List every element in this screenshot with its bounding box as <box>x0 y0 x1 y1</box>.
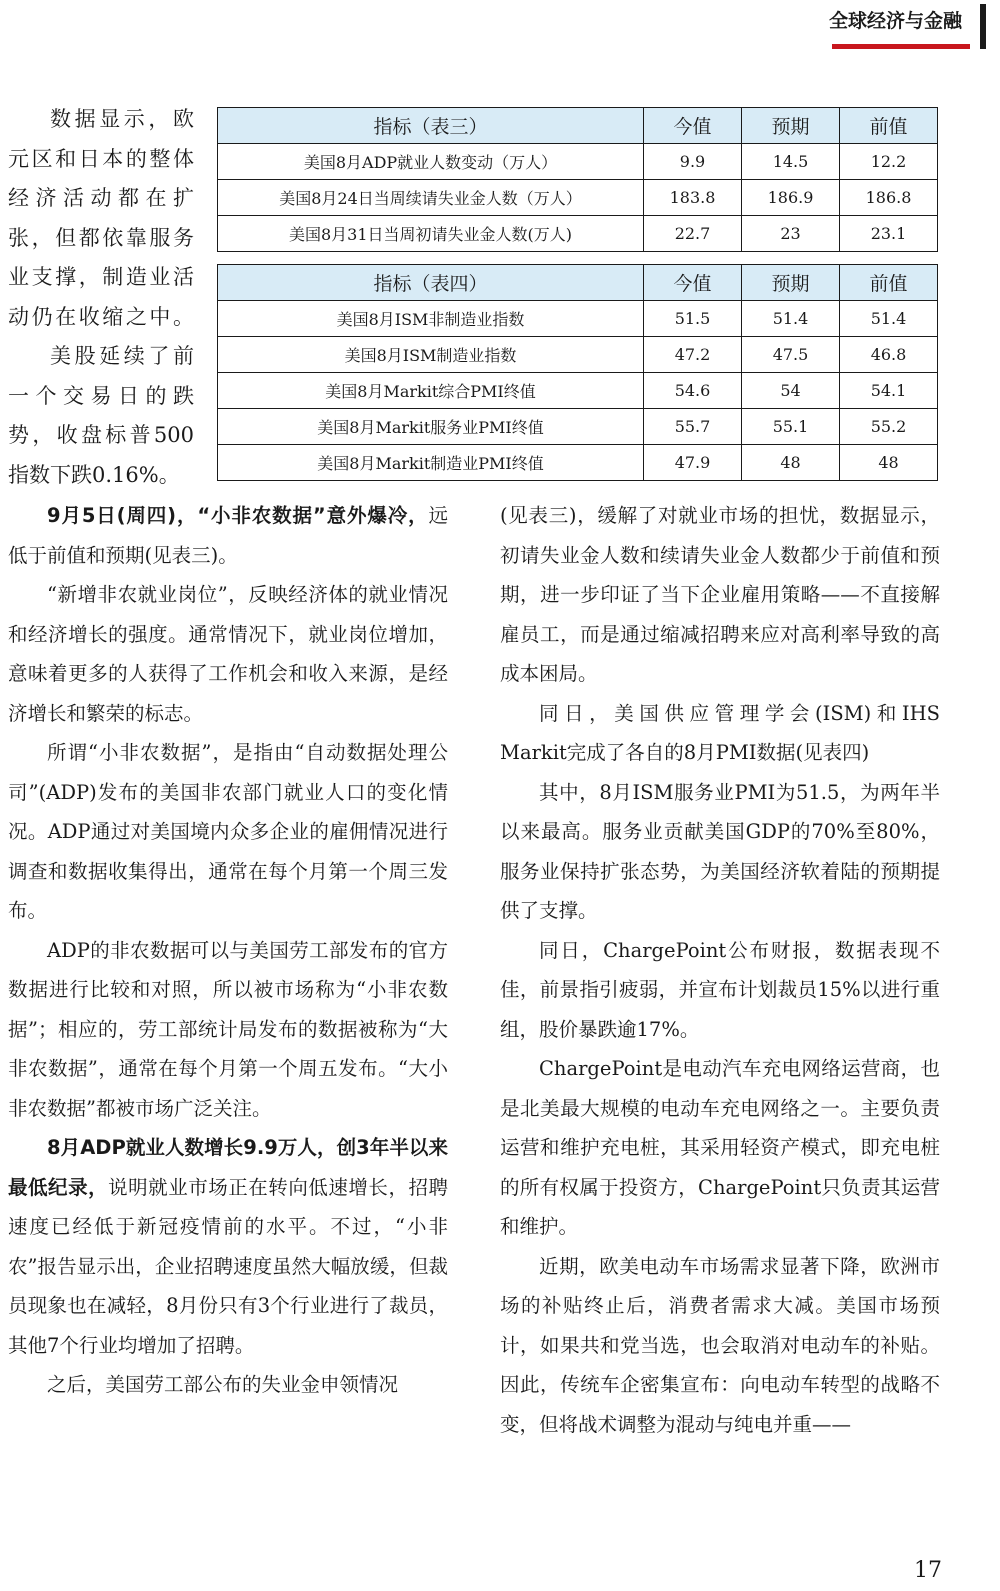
article-paragraph <box>8 496 448 575</box>
table-cell: 54 <box>742 373 840 409</box>
article-paragraph: 同日，美国供应管理学会(ISM)和IHS Markit完成了各自的8月PMI数据(见表四) <box>500 701 940 764</box>
table-header-cell: 今值 <box>644 108 742 144</box>
table-header-row <box>218 265 938 301</box>
table-cell: 美国8月ISM制造业指数 <box>218 337 644 373</box>
article-paragraph: (见表三)，缓解了对就业市场的担忧，数据显示，初请失业金人数和续请失业金人数都少于前值和预期，进一步印证了当下企业雇用策略——不直接解雇员工，而是通过缩减招聘来应对高利率导致的高成本困局。 <box>500 504 940 685</box>
article-paragraph: 其中，8月ISM服务业PMI为51.5，为两年半以来最高。服务业贡献美国GDP的70%至80%，服务业保持扩张态势，为美国经济软着陆的预期提供了支撑。 <box>500 780 940 922</box>
table-cell: 美国8月31日当周初请失业金人数(万人) <box>218 216 644 252</box>
table-cell: 186.9 <box>742 180 840 216</box>
table-cell: 美国8月Markit制造业PMI终值 <box>218 445 644 481</box>
table-cell: 183.8 <box>644 180 742 216</box>
table-row <box>218 445 938 481</box>
table-cell: 14.5 <box>742 144 840 180</box>
article-paragraph: ChargePoint是电动汽车充电网络运营商，也是北美最大规模的电动车充电网络之一。主要负责运营和维护充电桩，其采用轻资产模式，即充电桩的所有权属于投资方，ChargePoint只负责其运营和维护。 <box>500 1057 940 1238</box>
right-column <box>500 496 940 1444</box>
table-header-cell: 预期 <box>742 265 840 301</box>
table-cell: 47.2 <box>644 337 742 373</box>
table-cell: 23.1 <box>840 216 938 252</box>
indicator-table-4 <box>217 264 938 481</box>
table-cell: 9.9 <box>644 144 742 180</box>
header-red-rule <box>832 44 970 49</box>
bold-lead: 8月ADP就业人数增长9.9万人，创3年半以来最低纪录， <box>8 1136 448 1199</box>
table-header-row <box>218 108 938 144</box>
table-header-cell: 今值 <box>644 265 742 301</box>
table-row <box>218 301 938 337</box>
intro-paragraph: 数据显示，欧元区和日本的整体经济活动都在扩张，但都依靠服务业支撑，制造业活动仍在收缩之中。 <box>8 107 194 329</box>
table-row <box>218 216 938 252</box>
table-cell: 51.5 <box>644 301 742 337</box>
table-header-cell: 前值 <box>840 108 938 144</box>
article-paragraph: “新增非农就业岗位”，反映经济体的就业情况和经济增长的强度。通常情况下，就业岗位增加，意味着更多的人获得了工作机会和收入来源，是经济增长和繁荣的标志。 <box>8 583 448 725</box>
table-cell: 48 <box>840 445 938 481</box>
table-cell: 美国8月Markit服务业PMI终值 <box>218 409 644 445</box>
section-title: 全球经济与金融 <box>828 10 962 32</box>
table-cell: 47.9 <box>644 445 742 481</box>
table-row <box>218 180 938 216</box>
table-cell: 12.2 <box>840 144 938 180</box>
article-paragraph: 近期，欧美电动车市场需求显著下降，欧洲市场的补贴终止后，消费者需求大减。美国市场预计，如果共和党当选，也会取消对电动车的补贴。因此，传统车企密集宣布：向电动车转型的战略不变，但将战术调整为混动与纯电并重—— <box>500 1254 940 1436</box>
bold-lead: 9月5日(周四)，“小非农数据”意外爆冷， <box>47 504 429 527</box>
table-cell: 47.5 <box>742 337 840 373</box>
intro-text <box>8 100 194 495</box>
table-header-cell: 前值 <box>840 265 938 301</box>
table-cell: 23 <box>742 216 840 252</box>
table-header-cell: 指标（表三） <box>218 108 644 144</box>
table-cell: 美国8月24日当周续请失业金人数（万人） <box>218 180 644 216</box>
article-paragraph <box>8 1128 448 1365</box>
table-cell: 51.4 <box>742 301 840 337</box>
table-cell: 55.7 <box>644 409 742 445</box>
article-paragraph: 所谓“小非农数据”，是指由“自动数据处理公司”(ADP)发布的美国非农部门就业人口的变化情况。ADP通过对美国境内众多企业的雇佣情况进行调查和数据收集得出，通常在每个月第一个周三发布。 <box>8 741 448 922</box>
table-cell: 美国8月Markit综合PMI终值 <box>218 373 644 409</box>
table-header-cell: 指标（表四） <box>218 265 644 301</box>
table-cell: 54.6 <box>644 373 742 409</box>
table-cell: 55.1 <box>742 409 840 445</box>
table-cell: 46.8 <box>840 337 938 373</box>
table-cell: 186.8 <box>840 180 938 216</box>
table-cell: 55.2 <box>840 409 938 445</box>
table-row <box>218 337 938 373</box>
table-cell: 54.1 <box>840 373 938 409</box>
left-column <box>8 496 448 1405</box>
article-paragraph: ADP的非农数据可以与美国劳工部发布的官方数据进行比较和对照，所以被市场称为“小非农数据”；相应的，劳工部统计局发布的数据被称为“大非农数据”，通常在每个月第一个周五发布。“大小非农数据”都被市场广泛关注。 <box>8 938 448 1120</box>
page-number: 17 <box>914 1558 942 1583</box>
article-paragraph: 同日，ChargePoint公布财报，数据表现不佳，前景指引疲弱，并宣布计划裁员15%以进行重组，股价暴跌逾17%。 <box>500 938 940 1041</box>
table-cell: 51.4 <box>840 301 938 337</box>
table-cell: 48 <box>742 445 840 481</box>
table-cell: 美国8月ADP就业人数变动（万人） <box>218 144 644 180</box>
article-paragraph: 之后，美国劳工部公布的失业金申领情况 <box>47 1373 399 1396</box>
intro-paragraph: 美股延续了前一个交易日的跌势，收盘标普500指数下跌0.16%。 <box>8 344 194 487</box>
table-cell: 22.7 <box>644 216 742 252</box>
table-row <box>218 373 938 409</box>
paragraph-text: 说明就业市场正在转向低速增长，招聘速度已经低于新冠疫情前的水平。不过，“小非农”报告显示出，企业招聘速度虽然大幅放缓，但裁员现象也在减轻，8月份只有3个行业进行了裁员，其他7个行业均增加了招聘。 <box>8 1175 448 1357</box>
table-row <box>218 409 938 445</box>
indicator-table-3 <box>217 107 938 252</box>
paragraph-text: 远低于前值和预期(见表三)。 <box>8 504 448 567</box>
table-header-cell: 预期 <box>742 108 840 144</box>
header-black-bar <box>980 4 986 49</box>
table-row <box>218 144 938 180</box>
table-cell: 美国8月ISM非制造业指数 <box>218 301 644 337</box>
